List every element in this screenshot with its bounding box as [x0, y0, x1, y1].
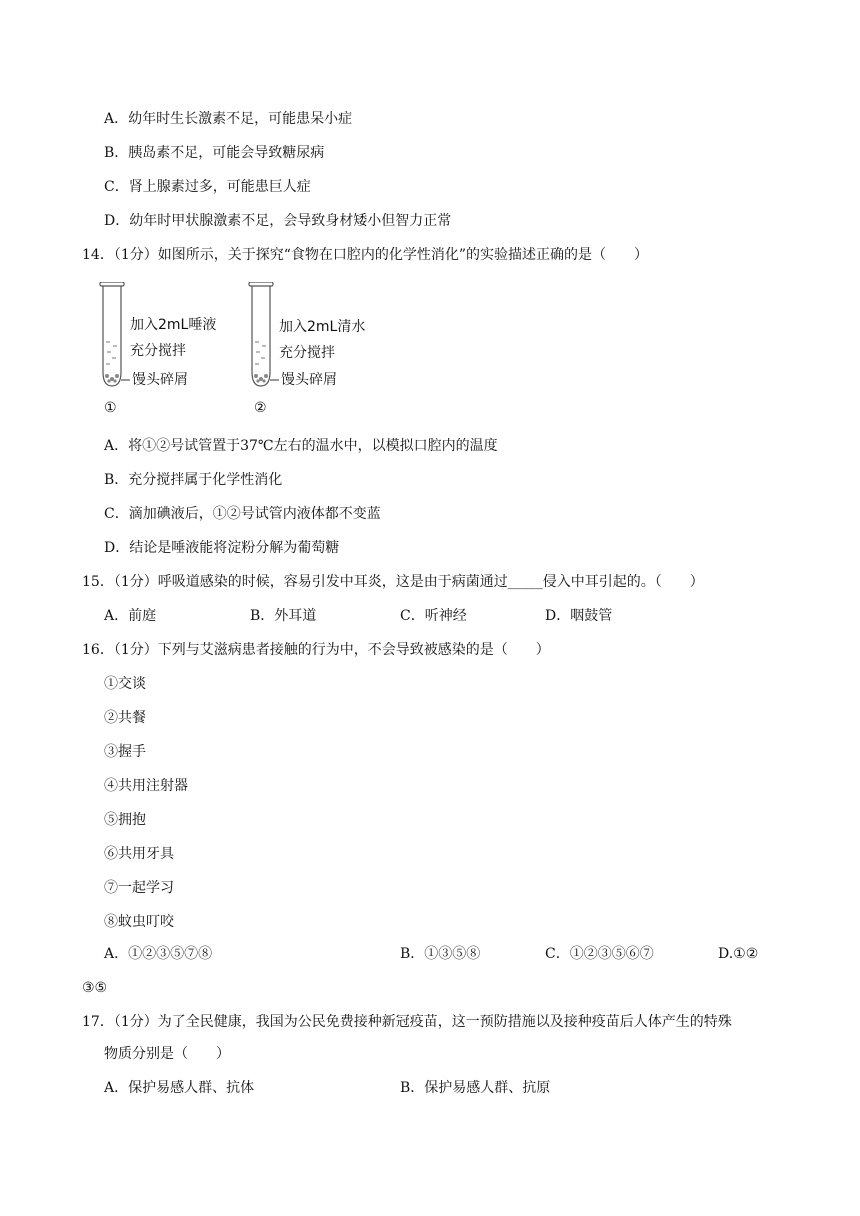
q16-item-5: ⑤拥抱 [104, 812, 146, 828]
q14-option-a: A．将①②号试管置于37℃左右的温水中，以模拟口腔内的温度 [104, 438, 498, 454]
tube1-number: ① [104, 400, 117, 416]
q16-option-b: B．①③⑤⑧ [400, 946, 481, 962]
q15-option-d: D．咽鼓管 [545, 608, 613, 624]
q14-option-b: B．充分搅拌属于化学性消化 [104, 472, 283, 488]
q17-option-b: B．保护易感人群、抗原 [400, 1080, 551, 1096]
q15-option-b: B．外耳道 [250, 608, 317, 624]
q16-option-a: A．①②③⑤⑦⑧ [104, 946, 213, 962]
q14-option-d: D．结论是唾液能将淀粉分解为葡萄糖 [104, 540, 340, 556]
q13-option-d: D．幼年时甲状腺激素不足，会导致身材矮小但智力正常 [104, 213, 452, 229]
q16-item-6: ⑥共用牙具 [104, 846, 174, 862]
q17-stem-line-1: 17．（1分）为了全民健康，我国为公民免费接种新冠疫苗，这一预防措施以及接种疫苗后人体产生的特殊 [82, 1014, 732, 1030]
q14-option-c: C．滴加碘液后，①②号试管内液体都不变蓝 [104, 506, 381, 522]
q17-stem-line-2: 物质分别是（ ） [104, 1046, 230, 1062]
q14-stem: 14．（1分）如图所示，关于探究“食物在口腔内的化学性消化”的实验描述正确的是（ ） [82, 247, 649, 263]
q16-stem: 16．（1分）下列与艾滋病患者接触的行为中，不会导致被感染的是（ ） [82, 642, 550, 658]
q13-option-a: A．幼年时生长激素不足，可能患呆小症 [104, 111, 353, 127]
tube2-label-3: 馒头碎屑 [281, 372, 337, 388]
tube1-label-3: 馒头碎屑 [132, 372, 188, 388]
q16-item-8: ⑧蚊虫叮咬 [104, 914, 174, 930]
test-tube-figure [96, 282, 396, 422]
q13-option-c: C．肾上腺素过多，可能患巨人症 [104, 179, 311, 195]
q15-option-c: C．听神经 [400, 608, 467, 624]
q16-option-c: C．①②③⑤⑥⑦ [545, 946, 654, 962]
q16-option-d: D.①② [718, 946, 759, 962]
q16-option-d-continued: ③⑤ [82, 980, 108, 996]
tube1-label-1: 加入2mL唾液 [130, 317, 217, 333]
tube1-label-2: 充分搅拌 [130, 343, 186, 359]
q15-option-a: A．前庭 [104, 608, 157, 624]
q16-item-1: ①交谈 [104, 676, 146, 692]
tube2-label-1: 加入2mL清水 [279, 319, 366, 335]
q15-stem: 15．（1分）呼吸道感染的时候，容易引发中耳炎，这是由于病菌通过_____侵入中耳引起的。（ ） [82, 574, 704, 590]
q16-item-7: ⑦一起学习 [104, 880, 174, 896]
q16-item-4: ④共用注射器 [104, 778, 188, 794]
q16-item-2: ②共餐 [104, 710, 146, 726]
q16-item-3: ③握手 [104, 744, 146, 760]
q17-option-a: A．保护易感人群、抗体 [104, 1080, 255, 1096]
tube2-label-2: 充分搅拌 [279, 345, 335, 361]
q13-option-b: B．胰岛素不足，可能会导致糖尿病 [104, 145, 325, 161]
tube2-number: ② [254, 400, 267, 416]
